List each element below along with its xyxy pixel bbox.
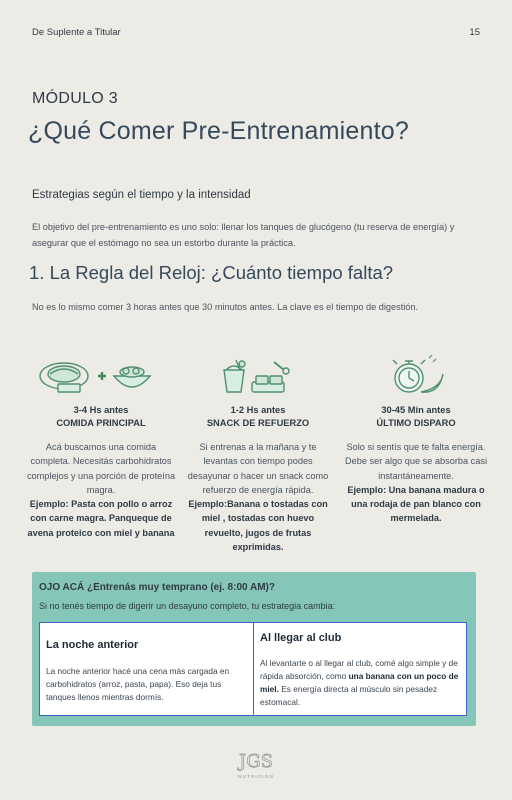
plate-and-bowl-icon (26, 354, 176, 396)
column-title: COMIDA PRINCIPAL (56, 418, 146, 428)
column-example: Ejemplo: Una banana madura o una rodaja de pan blanco con mermelada. (347, 484, 485, 524)
arrival-title: Al llegar al club (260, 632, 342, 644)
section-paragraph: No es lo mismo comer 3 horas antes que 30 minutos antes. La clave es el tiempo de digestión. (32, 302, 419, 312)
column-title: SNACK DE REFUERZO (206, 418, 310, 428)
callout-title: OJO ACÁ ¿Entrenás muy temprano (ej. 8:00 AM)? (39, 582, 275, 593)
document-title: De Suplente a Titular (32, 27, 121, 38)
column-body: Solo si sentís que te falta energía. Debe ser algo que se absorba casi instantáneamente. (345, 442, 487, 481)
logo-letters: JGS (239, 751, 273, 772)
arrival-body-bold: una banana con un poco de miel. (260, 671, 459, 694)
section-heading: 1. La Regla del Reloj: ¿Cuánto tiempo falta? (29, 262, 394, 283)
timing-column-snack (183, 354, 333, 554)
arrival-body-start: Al levantarte o al llegar al club, comé algo simple y de rápida absorción, como (260, 658, 458, 681)
brand-logo (226, 743, 286, 783)
arrival-body-end: Es energía directa al músculo sin pesadez estomacal. (260, 684, 438, 707)
page-number: 15 (469, 27, 480, 38)
column-time: 1-2 Hs antes (230, 405, 286, 415)
column-time: 3-4 Hs antes (73, 405, 129, 415)
timing-column-main-meal (26, 354, 176, 540)
callout-subtitle: Si no tenés tiempo de digerir un desayuno completo, tu estrategia cambia: (39, 601, 336, 611)
column-body: Acá buscamos una comida completa. Necesitás carbohidratos complejos y una porción de proteína magra. (26, 442, 176, 495)
smoothie-and-toast-icon (183, 354, 333, 396)
intro-paragraph: El objetivo del pre-entrenamiento es uno solo: llenar los tanques de glucógeno (tu reserva de energía) y asegurar que el estómago no sea un estorbo durante la práctica. (32, 222, 455, 248)
night-before-cell (40, 623, 254, 715)
night-before-body: La noche anterior hacé una cena más cargada en carbohidratos (arroz, pasta, papa). Eso deja tus tanques llenos mientras dormís. (46, 666, 230, 702)
column-title: ÚLTIMO DISPARO (376, 418, 456, 428)
arrival-body (260, 657, 460, 709)
arrival-cell (254, 623, 466, 715)
stopwatch-banana-icon (341, 354, 491, 396)
column-example: Ejemplo: Pasta con pollo o arroz con carne magra. Panqueque de avena proteico con miel y banana (27, 499, 175, 538)
column-time: 30-45 Min antes (381, 405, 451, 415)
timing-column-last-shot (341, 354, 491, 526)
page-title: ¿Qué Comer Pre-Entrenamiento? (28, 117, 409, 145)
callout-table (39, 622, 467, 716)
module-label: MÓDULO 3 (32, 90, 118, 107)
subtitle: Estrategias según el tiempo y la intensidad (32, 189, 251, 201)
logo-caption: NUTRICION (238, 774, 274, 779)
column-body: Si entrenas a la mañana y te levantas con tiempo podes desayunar o hacer un snack como refuerzo de energía rápida. (187, 442, 329, 495)
early-training-callout (32, 572, 476, 726)
night-before-title: La noche anterior (46, 639, 139, 651)
column-example: Ejemplo:Banana o tostadas con miel , tostadas con huevo revuelto, jugos de frutas exprimidas. (188, 499, 328, 553)
